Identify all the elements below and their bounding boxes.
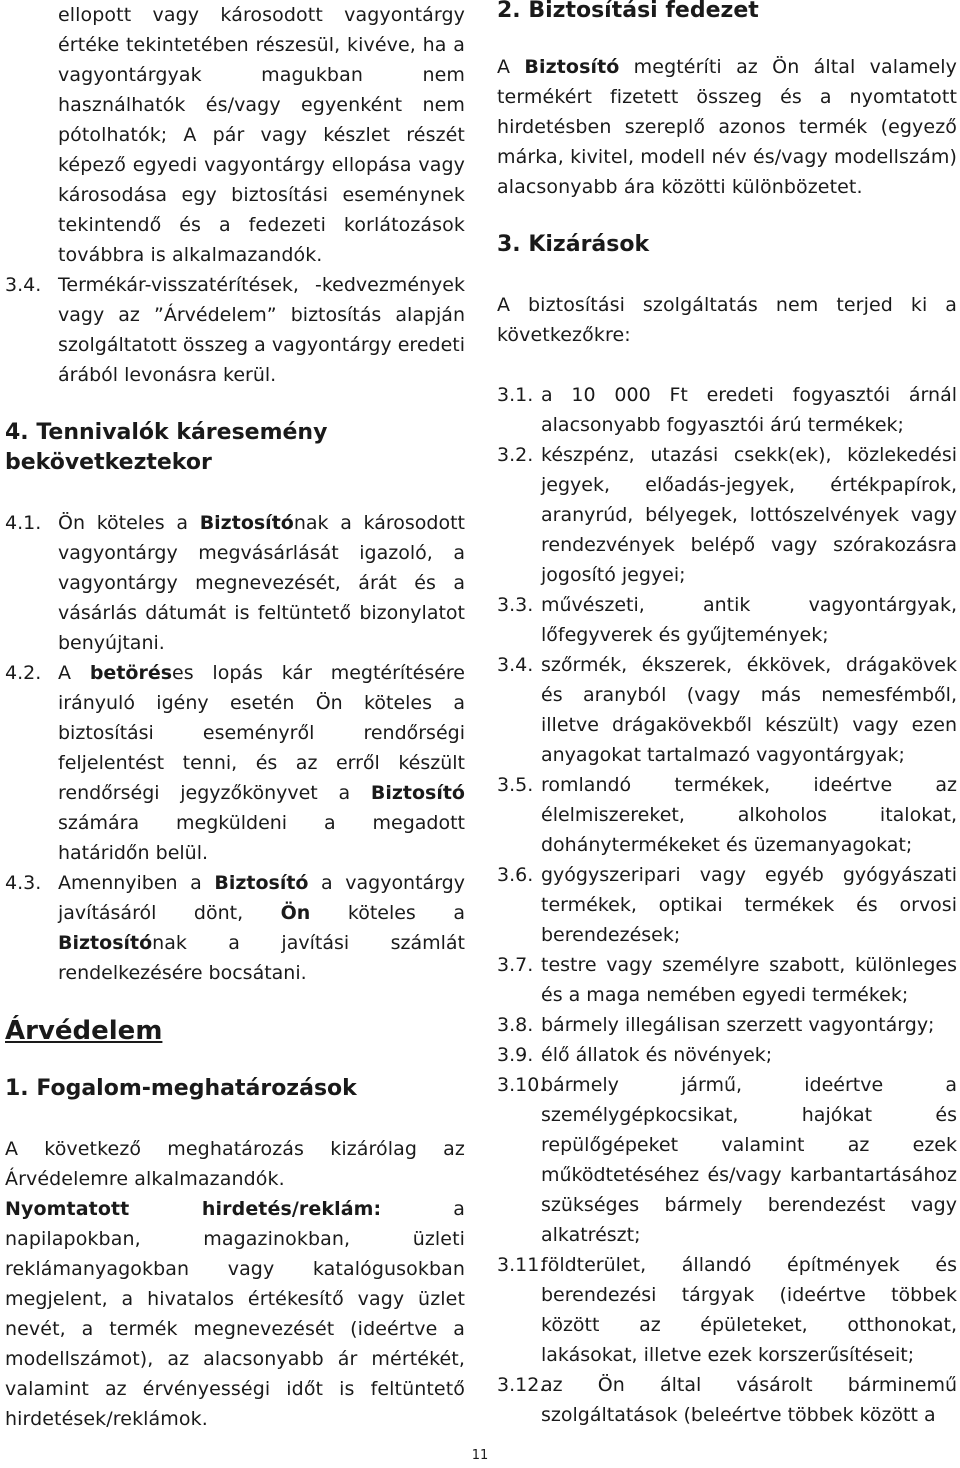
exclusions-list	[497, 380, 957, 1430]
exclusion-text: készpénz, utazási csekk(ek), közlekedési jegyek, előadás-jegyek, értékpapírok, aranyrúd, bélyegek, lottószelvények vagy rendezvények belépő vagy szórakozásra jogosító jegyei;	[541, 444, 957, 586]
exclusion-text: az Ön által vásárolt bárminemű szolgáltatások (beleértve többek között a	[541, 1374, 957, 1426]
clause-number: 4.3.	[5, 872, 42, 894]
heading-section-2: 2. Biztosítási fedezet	[497, 0, 759, 23]
exclusion-number: 3.1.	[497, 384, 534, 406]
exclusion-item	[497, 1370, 957, 1430]
clause-text: A betöréses lopás kár megtérítésére irányuló igény esetén Ön köteles a biztosítási eseményről rendőrségi feljelentést tenni, és az erről készült rendőrségi jegyzőkönyvet a Biztosító számára megküldeni a megadott határidőn belül.	[58, 662, 465, 864]
exclusion-text: szőrmék, ékszerek, ékkövek, drágakövek és aranyból (vagy más nemesfémből, illetve drágakövekből készült) vagy ezen anyagokat tartalmazó vagyontárgyak;	[541, 654, 957, 766]
exclusion-item	[497, 1250, 957, 1370]
exclusion-item	[497, 440, 957, 590]
exclusion-number: 3.8.	[497, 1014, 534, 1036]
heading-section-3: 3. Kizárások	[497, 232, 650, 257]
exclusion-number: 3.10.	[497, 1074, 546, 1096]
exclusion-number: 3.9.	[497, 1044, 534, 1066]
exclusion-item	[497, 380, 957, 440]
clause-4-2	[5, 658, 465, 868]
exclusion-item	[497, 1070, 957, 1250]
exclusions-intro: A biztosítási szolgáltatás nem terjed ki a következőkre:	[497, 294, 957, 346]
exclusion-item	[497, 1040, 957, 1070]
exclusion-number: 3.2.	[497, 444, 534, 466]
exclusion-number: 3.5.	[497, 774, 534, 796]
left-column	[5, 0, 465, 1434]
exclusion-item	[497, 950, 957, 1010]
definition-term: Nyomtatott hirdetés/reklám:	[5, 1198, 382, 1220]
heading-section-1: 1. Fogalom-meghatározások	[5, 1076, 357, 1101]
exclusion-number: 3.4.	[497, 654, 534, 676]
clause-4-3	[5, 868, 465, 988]
exclusion-item	[497, 1010, 957, 1040]
exclusion-item	[497, 650, 957, 770]
clause-number: 4.1.	[5, 512, 42, 534]
definition-paragraph	[5, 1194, 465, 1434]
exclusion-number: 3.12.	[497, 1374, 546, 1396]
coverage-paragraph: A Biztosító megtéríti az Ön által valamely termékért fizetett összeg és a nyomtatott hirdetésben szereplő azonos termék (egyező márka, kivitel, modell név és/vagy modellszám) alacsonyabb ára közötti különbözetet.	[497, 56, 957, 198]
exclusion-text: bármely illegálisan szerzett vagyontárgy;	[541, 1014, 935, 1036]
exclusion-text: a 10 000 Ft eredeti fogyasztói árnál alacsonyabb fogyasztói árú termékek;	[541, 384, 957, 436]
exclusion-item	[497, 770, 957, 860]
definition-text: a napilapokban, magazinokban, üzleti reklámanyagokban vagy katalógusokban megjelent, a hivatalos értékesítő vagy üzlet nevét, a termék megnevezését (ideértve a modellszámot), az alacsonyabb ár mértékét, valamint az érvényességi időt is feltüntető hirdetések/reklámok.	[5, 1198, 465, 1430]
right-column	[497, 0, 957, 1430]
exclusion-text: élő állatok és növények;	[541, 1044, 773, 1066]
exclusion-text: művészeti, antik vagyontárgyak, lőfegyverek és gyűjtemények;	[541, 594, 957, 646]
section-title: Árvédelem	[5, 1016, 163, 1046]
clause-number: 3.4.	[5, 274, 42, 296]
exclusion-item	[497, 860, 957, 950]
clause-4-1	[5, 508, 465, 658]
exclusion-number: 3.7.	[497, 954, 534, 976]
exclusion-number: 3.11.	[497, 1254, 546, 1276]
clause-number: 4.2.	[5, 662, 42, 684]
intro-paragraph: A következő meghatározás kizárólag az Árvédelemre alkalmazandók.	[5, 1138, 465, 1190]
exclusion-text: bármely jármű, ideértve a személygépkocsikat, hajókat és repülőgépeket valamint az ezek működtetéséhez és/vagy karbantartásához szükséges bármely berendezést vagy alkatrészt;	[541, 1074, 957, 1246]
exclusion-text: gyógyszeripari vagy egyéb gyógyászati termékek, optikai termékek és orvosi berendezések;	[541, 864, 957, 946]
continuation-paragraph: ellopott vagy károsodott vagyontárgy értéke tekintetében részesül, kivéve, ha a vagyontárgyak magukban nem használhatók és/vagy egyenként nem pótolhatók; A pár vagy készlet részét képező egyedi vagyontárgy ellopása vagy károsodása egy biztosítási eseménynek tekintendő és a fedezeti korlátozások továbbra is alkalmazandók.	[58, 4, 465, 266]
clause-text: Amennyiben a Biztosító a vagyontárgy javításáról dönt, Ön köteles a Biztosítónak a javítási számlát rendelkezésére bocsátani.	[58, 872, 465, 984]
exclusion-text: testre vagy személyre szabott, különleges és a maga nemében egyedi termékek;	[541, 954, 957, 1006]
exclusion-item	[497, 590, 957, 650]
exclusion-text: romlandó termékek, ideértve az élelmiszereket, alkoholos italokat, dohánytermékeket és üzemanyagokat;	[541, 774, 957, 856]
page-number: 11	[471, 1448, 489, 1463]
clause-text: Ön köteles a Biztosítónak a károsodott vagyontárgy megvásárlását igazoló, a vagyontárgy megnevezését, árát és a vásárlás dátumát is feltüntető bizonylatot benyújtani.	[58, 512, 465, 654]
clause-3-4	[5, 270, 465, 390]
heading-section-4: 4. Tennivalók káresemény bekövetkeztekor	[5, 420, 328, 475]
exclusion-text: földterület, állandó építmények és berendezési tárgyak (ideértve többek között az épületeket, otthonokat, lakásokat, illetve ezek korszerűsítéseit;	[541, 1254, 957, 1366]
exclusion-number: 3.3.	[497, 594, 534, 616]
clause-text: Termékár-visszatérítések, -kedvezmények vagy az ”Árvédelem” biztosítás alapján szolgáltatott összeg a vagyontárgy eredeti árából levonásra kerül.	[58, 274, 465, 386]
exclusion-number: 3.6.	[497, 864, 534, 886]
